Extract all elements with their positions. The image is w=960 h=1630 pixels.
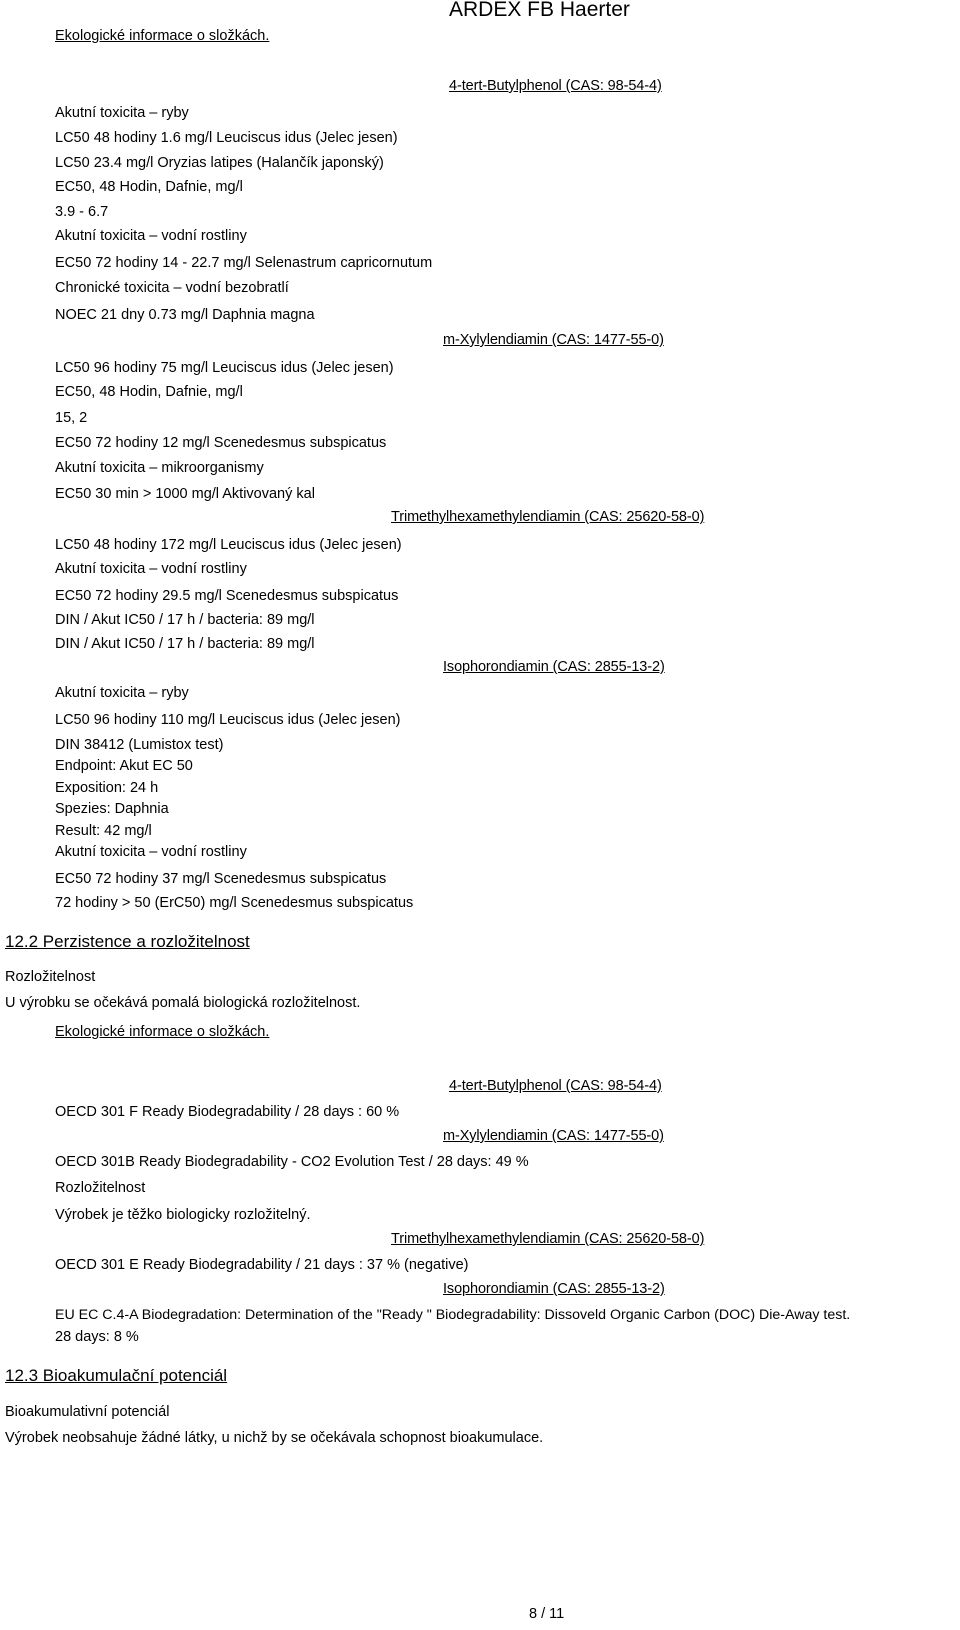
toxicity-line: EC50 72 hodiny 37 mg/l Scenedesmus subspicatus xyxy=(55,871,387,887)
degradability-line: Výrobek je těžko biologicky rozložitelný. xyxy=(55,1207,311,1223)
toxicity-line: EC50 30 min > 1000 mg/l Aktivovaný kal xyxy=(55,486,315,502)
degradability-line: EU EC C.4-A Biodegradation: Determination of the "Ready " Biodegradability: Dissoveld Organic Carbon (DOC) Die-Away test. xyxy=(55,1307,851,1323)
degradability-line: 28 days: 8 % xyxy=(55,1329,139,1345)
toxicity-line: LC50 96 hodiny 75 mg/l Leuciscus idus (Jelec jesen) xyxy=(55,360,394,376)
section-text: Výrobek neobsahuje žádné látky, u nichž by se očekávala schopnost bioakumulace. xyxy=(5,1430,544,1446)
degradability-line: OECD 301B Ready Biodegradability - CO2 Evolution Test / 28 days: 49 % xyxy=(55,1154,529,1170)
substance-heading-butylphenol: 4-tert-Butylphenol (CAS: 98-54-4) xyxy=(449,78,662,94)
toxicity-line: DIN 38412 (Lumistox test) xyxy=(55,737,224,753)
toxicity-line: EC50, 48 Hodin, Dafnie, mg/l xyxy=(55,384,243,400)
degradability-line: Rozložitelnost xyxy=(55,1180,146,1196)
toxicity-line: EC50 72 hodiny 29.5 mg/l Scenedesmus subspicatus xyxy=(55,588,399,604)
toxicity-line: 15, 2 xyxy=(55,410,88,426)
degradability-line: OECD 301 E Ready Biodegradability / 21 days : 37 % (negative) xyxy=(55,1257,469,1273)
section-heading-12-2: 12.2 Perzistence a rozložitelnost xyxy=(5,932,250,951)
substance-heading-butylphenol: 4-tert-Butylphenol (CAS: 98-54-4) xyxy=(449,1078,662,1094)
toxicity-line: NOEC 21 dny 0.73 mg/l Daphnia magna xyxy=(55,307,315,323)
toxicity-line: LC50 96 hodiny 110 mg/l Leuciscus idus (Jelec jesen) xyxy=(55,712,401,728)
toxicity-line: LC50 48 hodiny 1.6 mg/l Leuciscus idus (Jelec jesen) xyxy=(55,130,398,146)
toxicity-line: EC50 72 hodiny 12 mg/l Scenedesmus subspicatus xyxy=(55,435,387,451)
toxicity-line: EC50 72 hodiny 14 - 22.7 mg/l Selenastrum capricornutum xyxy=(55,255,433,271)
toxicity-line: Akutní toxicita – ryby xyxy=(55,105,189,121)
section-text: U výrobku se očekává pomalá biologická rozložitelnost. xyxy=(5,995,361,1011)
toxicity-line: EC50, 48 Hodin, Dafnie, mg/l xyxy=(55,179,243,195)
toxicity-line: DIN / Akut IC50 / 17 h / bacteria: 89 mg/l xyxy=(55,612,315,628)
toxicity-line: 3.9 - 6.7 xyxy=(55,204,109,220)
substance-heading-xylylendiamin: m-Xylylendiamin (CAS: 1477-55-0) xyxy=(443,1128,664,1144)
toxicity-line: Exposition: 24 h xyxy=(55,780,159,796)
page-number: 8 / 11 xyxy=(529,1606,565,1622)
toxicity-line: Chronické toxicita – vodní bezobratlí xyxy=(55,280,289,296)
eco-info-link[interactable]: Ekologické informace o složkách. xyxy=(55,1024,270,1040)
toxicity-line: 72 hodiny > 50 (ErC50) mg/l Scenedesmus subspicatus xyxy=(55,895,414,911)
eco-info-link-top[interactable]: Ekologické informace o složkách. xyxy=(55,28,270,44)
toxicity-line: Akutní toxicita – ryby xyxy=(55,685,189,701)
degradability-line: OECD 301 F Ready Biodegradability / 28 days : 60 % xyxy=(55,1104,400,1120)
toxicity-line: Endpoint: Akut EC 50 xyxy=(55,758,193,774)
substance-heading-trimethylhexamethylendiamin: Trimethylhexamethylendiamin (CAS: 25620-58-0) xyxy=(391,509,705,525)
substance-heading-isophorondiamin: Isophorondiamin (CAS: 2855-13-2) xyxy=(443,659,665,675)
substance-heading-xylylendiamin: m-Xylylendiamin (CAS: 1477-55-0) xyxy=(443,332,664,348)
section-label: Rozložitelnost xyxy=(5,969,96,985)
substance-heading-trimethylhexamethylendiamin: Trimethylhexamethylendiamin (CAS: 25620-58-0) xyxy=(391,1231,705,1247)
toxicity-line: Spezies: Daphnia xyxy=(55,801,169,817)
toxicity-line: LC50 23.4 mg/l Oryzias latipes (Halančík japonský) xyxy=(55,155,384,171)
document-title: ARDEX FB Haerter xyxy=(449,0,630,21)
toxicity-line: Akutní toxicita – vodní rostliny xyxy=(55,844,247,860)
toxicity-line: Akutní toxicita – vodní rostliny xyxy=(55,561,247,577)
toxicity-line: DIN / Akut IC50 / 17 h / bacteria: 89 mg/l xyxy=(55,636,315,652)
substance-heading-isophorondiamin: Isophorondiamin (CAS: 2855-13-2) xyxy=(443,1281,665,1297)
toxicity-line: LC50 48 hodiny 172 mg/l Leuciscus idus (Jelec jesen) xyxy=(55,537,402,553)
toxicity-line: Akutní toxicita – mikroorganismy xyxy=(55,460,264,476)
section-heading-12-3: 12.3 Bioakumulační potenciál xyxy=(5,1366,228,1385)
section-label: Bioakumulativní potenciál xyxy=(5,1404,170,1420)
toxicity-line: Result: 42 mg/l xyxy=(55,823,152,839)
toxicity-line: Akutní toxicita – vodní rostliny xyxy=(55,228,247,244)
